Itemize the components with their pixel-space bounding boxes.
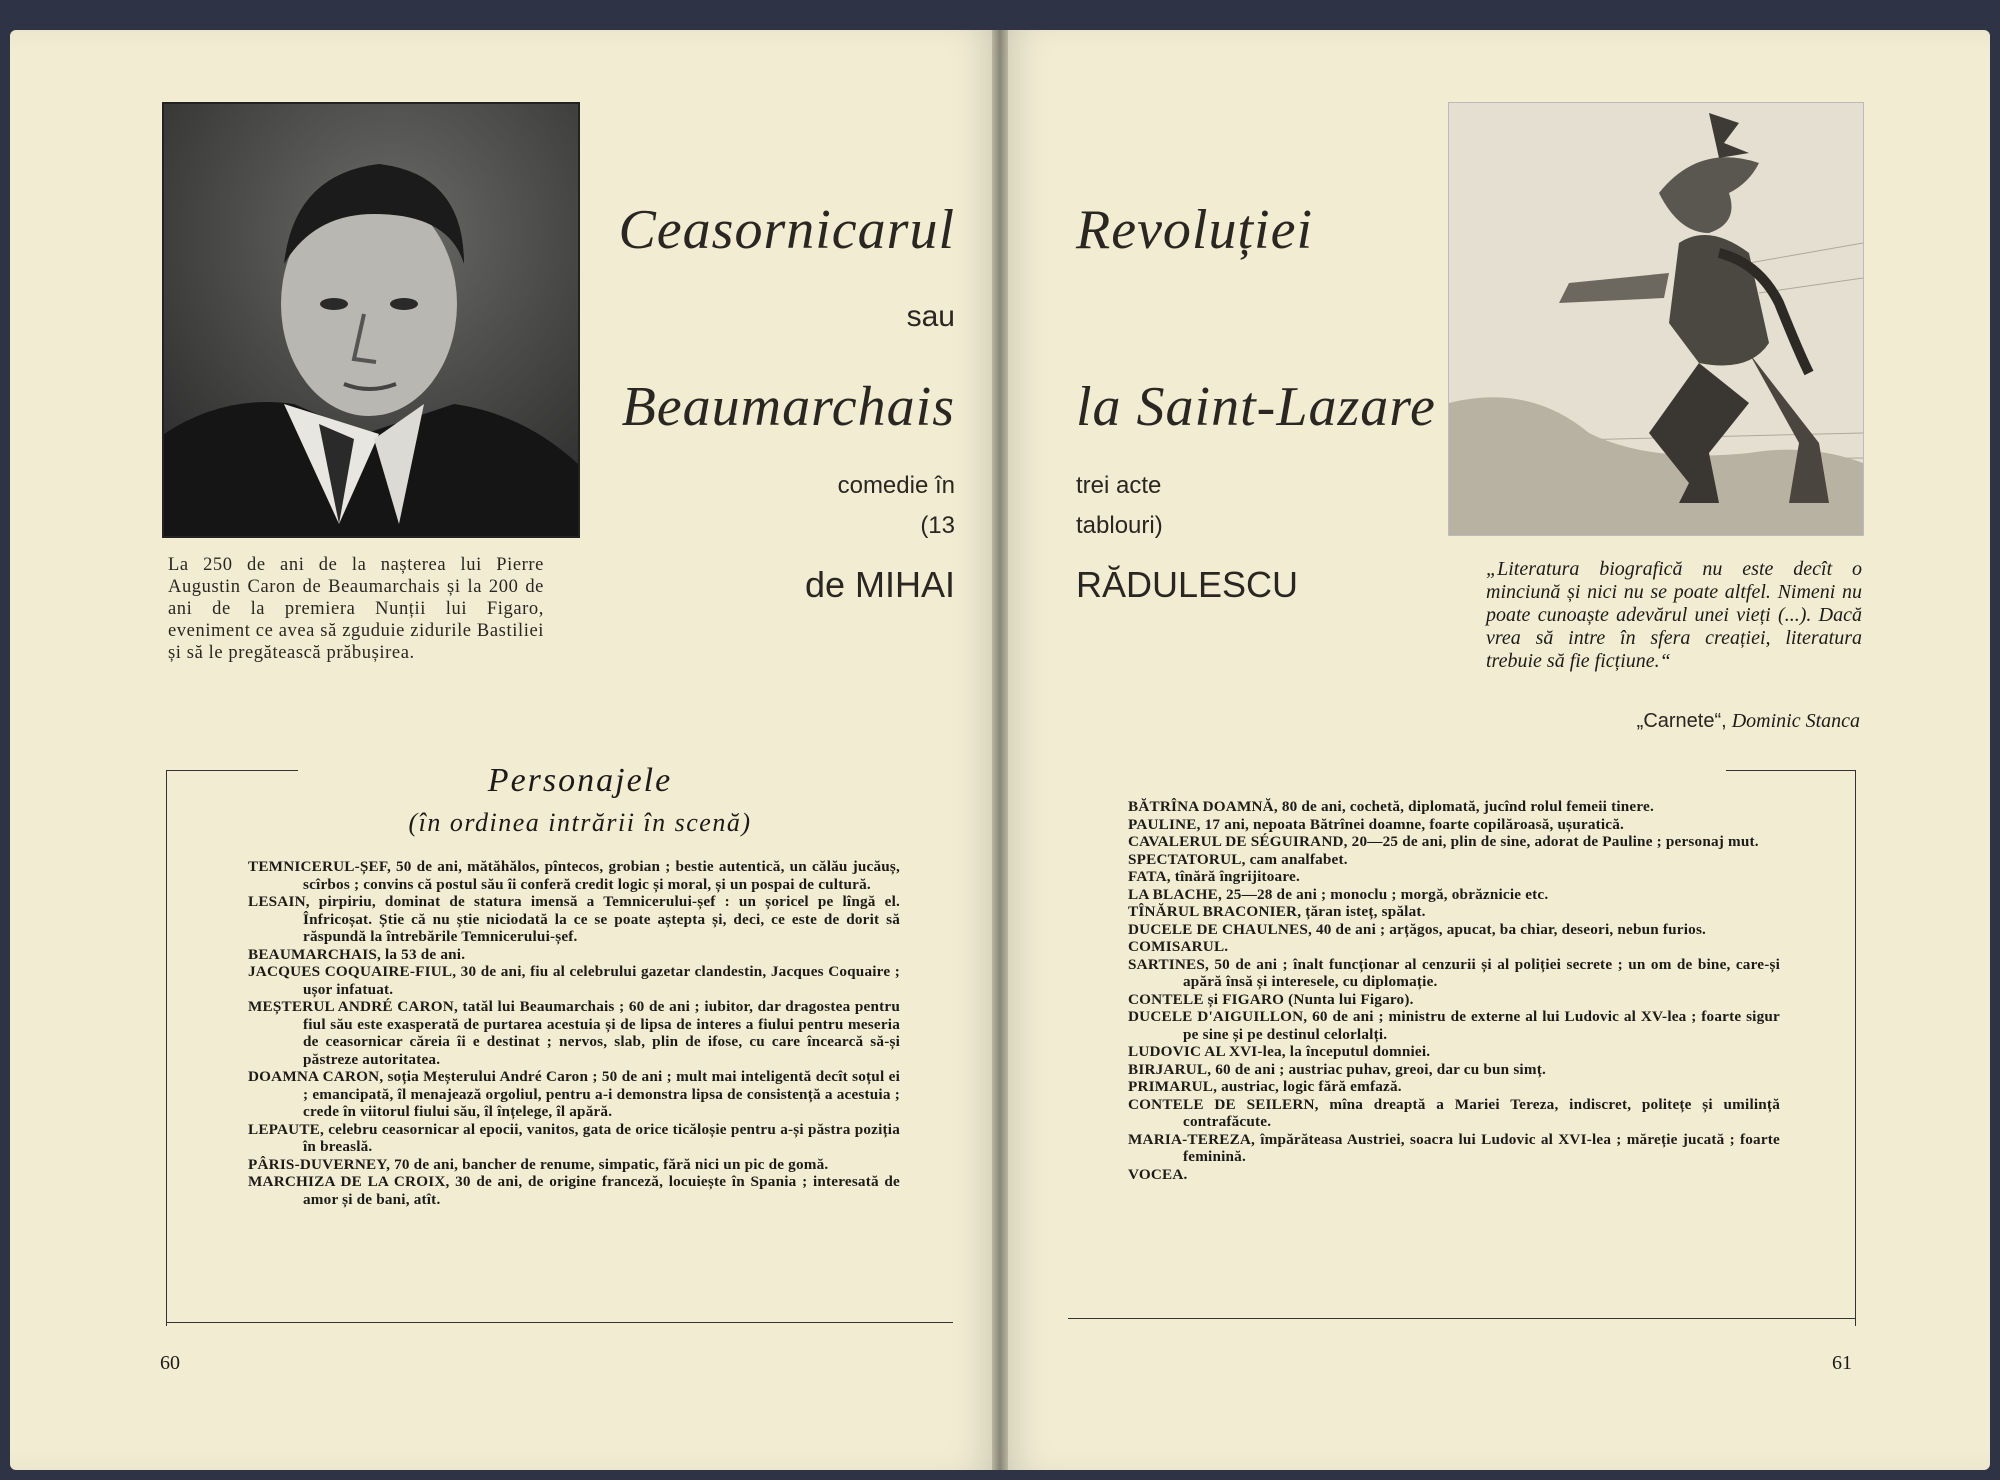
character-entry: SPECTATORUL, cam analfabet. xyxy=(1128,850,1348,868)
subtitle-right-b: tablouri) xyxy=(1076,512,1163,539)
characters-list-left xyxy=(248,858,900,1208)
character-entry: BIRJARUL, 60 de ani ; austriac puhav, greoi, dar cu bun simț. xyxy=(1128,1060,1546,1078)
character-entry: LESAIN, pirpiriu, dominat de statura imensă a Temnicerului-șef : un șoricel pe lîngă el. Înfricoșat. Știe că nu știe niciodată la ce se poate aștepta și, deci, ce este de dorit să răspundă la întrebările Temnicerului-șef. xyxy=(248,893,900,945)
subtitle-left-a: comedie în xyxy=(837,472,955,499)
character-entry: VOCEA. xyxy=(1128,1165,1188,1183)
character-entry: TÎNĂRUL BRACONIER, țăran isteț, spălat. xyxy=(1128,903,1426,920)
characters-top-rule-right xyxy=(1726,770,1856,771)
subtitle-right-a: trei acte xyxy=(1076,472,1162,499)
portrait-caption: La 250 de ani de la nașterea lui Pierre Augustin Caron de Beaumarchais și la 200 de ani de la premiera Nunții lui Figaro, eveniment ce avea să zguduie zidurile Bastiliei și să le pregătească prăbușirea. xyxy=(168,555,544,663)
character-entry: FATA, tînără îngrijitoare. xyxy=(1128,868,1300,885)
page-number-left: 60 xyxy=(160,1352,180,1374)
characters-top-rule-left xyxy=(166,770,298,771)
character-entry: CONTELE și FIGARO (Nunta lui Figaro). xyxy=(1128,990,1414,1008)
characters-bottom-rule-right xyxy=(1068,1318,1856,1319)
character-entry: CAVALERUL DE SÉGUIRAND, 20—25 de ani, plin de sine, adorat de Pauline ; personaj mut. xyxy=(1128,833,1759,850)
character-entry: DUCELE DE CHAULNES, 40 de ani ; arțăgos, apucat, ba chiar, deseori, nebun furios. xyxy=(1128,920,1707,938)
characters-box-left-border xyxy=(166,770,167,1326)
character-entry: SARTINES, 50 de ani ; înalt funcționar al cenzurii și al poliției secrete ; un om de bine, care-și apără însă și interesele, cu diplomație. xyxy=(1128,955,1780,990)
character-entry: COMISARUL. xyxy=(1128,938,1229,955)
character-entry: MEȘTERUL ANDRÉ CARON, tatăl lui Beaumarchais ; 60 de ani ; iubitor, dar dragostea pentru fiul său este exasperată de purtarea acestuia și de lipsa de interes a fiului pentru meseria de ceasornicar căreia îi e destinat ; nervos, slab, plin de ifose, cu care încearcă să-și păstreze autoritatea. xyxy=(248,998,900,1068)
character-entry: PRIMARUL, austriac, logic fără emfază. xyxy=(1128,1078,1402,1095)
title-line-3: Revoluției xyxy=(1076,199,1314,261)
title-line-4: la Saint-Lazare xyxy=(1076,376,1436,438)
character-entry: DUCELE D'AIGUILLON, 60 de ani ; ministru de externe al lui Ludovic al XV-lea ; foarte sigur pe sine și pe destinul celorlalți. xyxy=(1128,1008,1780,1043)
character-entry: BEAUMARCHAIS, la 53 de ani. xyxy=(248,945,466,963)
characters-box-right-border xyxy=(1855,770,1856,1326)
character-entry: JACQUES COQUAIRE-FIUL, 30 de ani, fiu al celebrului gazetar clandestin, Jacques Coquaire ; ușor infatuat. xyxy=(248,963,900,998)
character-entry: LEPAUTE, celebru ceasornicar al epocii, vanitos, gata de orice ticăloșie pentru a-și păstra poziția în breaslă. xyxy=(248,1120,900,1155)
book-gutter xyxy=(992,30,1008,1470)
title-connector: sau xyxy=(906,300,955,333)
quote-author: Dominic Stanca xyxy=(1731,710,1860,732)
character-entry: PÂRIS-DUVERNEY, 70 de ani, bancher de renume, simpatic, fără nici un pic de gomă. xyxy=(248,1155,829,1173)
character-entry: PAULINE, 17 ani, nepoata Bătrînei doamne, foarte copilăroasă, ușuratică. xyxy=(1128,815,1625,833)
character-entry: LA BLACHE, 25—28 de ani ; monoclu ; morgă, obrăznicie etc. xyxy=(1128,885,1549,903)
author-surname: RĂDULESCU xyxy=(1076,564,1299,605)
characters-bottom-rule-left xyxy=(166,1322,953,1323)
characters-subheading: (în ordinea intrării în scenă) xyxy=(408,808,752,837)
character-entry: CONTELE DE SEILERN, mîna dreaptă a Mariei Tereza, indiscret, politețe și umilință contrafăcute. xyxy=(1128,1095,1780,1130)
character-entry: TEMNICERUL-ȘEF, 50 de ani, mătăhălos, pîntecos, grobian ; bestie autentică, un călău jucăuș, scîrbos ; convins că postul său îi conferă credit logic și moral, și un pospai de cultură. xyxy=(248,858,900,893)
author-prefix: de MIHAI xyxy=(804,564,955,605)
character-entry: BĂTRÎNA DOAMNĂ, 80 de ani, cochetă, diplomată, jucînd rolul femeii tinere. xyxy=(1128,798,1654,815)
portrait-photo xyxy=(162,102,580,538)
page-number-right: 61 xyxy=(1832,1352,1852,1374)
character-entry: MARCHIZA DE LA CROIX, 30 de ani, de origine franceză, locuiește în Spania ; interesată de amor și de bani, atît. xyxy=(248,1173,900,1208)
epigraph-attribution xyxy=(1560,710,1860,733)
title-line-2: Beaumarchais xyxy=(621,376,955,438)
epigraph-quote: „Literatura biografică nu este decît o minciună și nici nu se poate altfel. Nimeni nu poate cunoaște adevărul unei vieți (...). Dacă vrea să intre în sfera creației, literatura trebuie să fie ficțiune.“ xyxy=(1486,558,1862,672)
character-entry: DOAMNA CARON, soția Meșterului André Caron ; 50 de ani ; mult mai inteligentă decît soțul ei ; emancipată, îl menajează orgoliul, pentru a-i demonstra lipsa de consistență a acestuia ; crede în viitorul fiului său, îl înțelege, îl apără. xyxy=(248,1068,900,1120)
figaro-engraving xyxy=(1448,102,1864,536)
character-entry: MARIA-TEREZA, împărăteasa Austriei, soacra lui Ludovic al XVI-lea ; măreție jucată ; foarte feminină. xyxy=(1128,1130,1780,1165)
quote-source: „Carnete“, xyxy=(1636,710,1727,732)
characters-heading: Personajele xyxy=(487,762,673,799)
character-entry: LUDOVIC AL XVI-lea, la începutul domniei. xyxy=(1128,1043,1431,1060)
title-line-1: Ceasornicarul xyxy=(618,199,955,261)
subtitle-left-b: (13 xyxy=(920,512,955,539)
characters-list-right xyxy=(1128,798,1780,1183)
